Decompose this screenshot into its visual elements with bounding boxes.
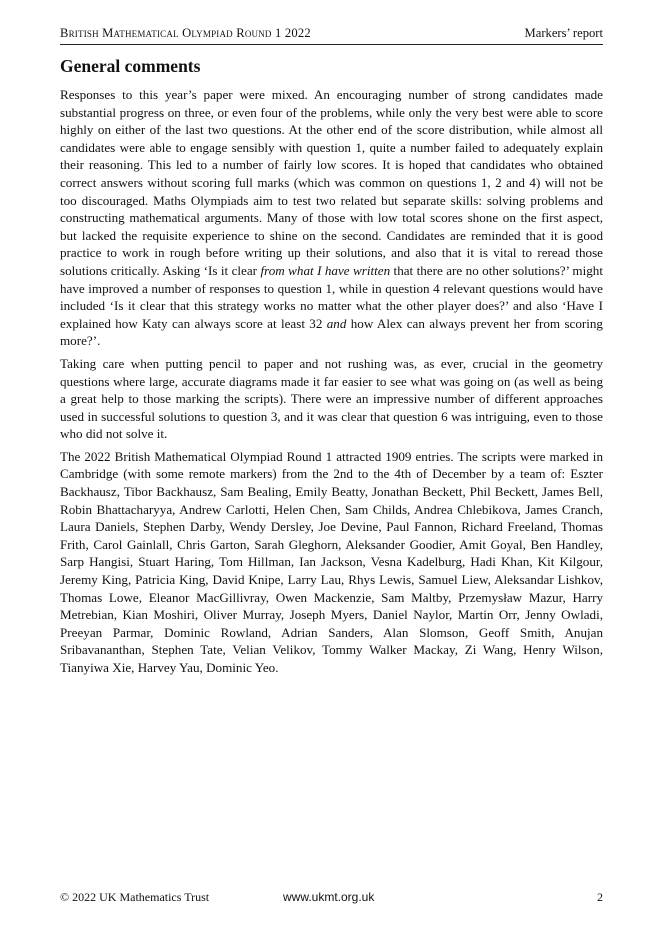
copyright-text: © 2022 UK Mathematics Trust [60, 890, 210, 904]
paragraph-markers: The 2022 British Mathematical Olympiad Round 1 attracted 1909 entries. The scripts were marked in Cambridge (with some remote markers) from the 2nd to the 4th of December by a team of: Eszter Backhausz, Tibor Backhausz, Sam Bealing, Emily Beatty, Jonathan Beckett, Phil Beckett, James Bell, Robin Bhattacharyya, Andrew Carlotti, Helen Chen, Sam Childs, Andrea Chlebikova, James Cranch, Laura Daniels, Stephen Darby, Wendy Dersley, Joe Devine, Paul Fannon, Richard Freeland, Thomas Frith, Carol Gainlall, Chris Garton, Sarah Gleghorn, Aleksander Goodier, Amit Goyal, Ben Handley, Sarp Hangisi, Stuart Haring, Tom Hillman, Ian Jackson, Vesna Kadelburg, Hadi Khan, Kit Kilgour, Jeremy King, Patricia King, David Knipe, Larry Lau, Rhys Lewis, Samuel Liew, Aleksandar Lishkov, Thomas Lowe, Eleanor MacGillivray, Owen Mackenzie, Sam Maltby, Przemysław Mazur, Harry Metrebian, Kian Moshiri, Oliver Murray, Joseph Myers, Daniel Naylor, Martin Orr, Jenny Owladi, Preeyan Parmar, Dominic Rowland, Adrian Sanders, Alan Slomson, Geoff Smith, Anujan Sribavananthan, Stephen Tate, Velian Velikov, Tommy Walker Mackay, Zi Wang, Henry Wilson, Tianyiwa Xie, Harvey Yau, Dominic Yeo. [60, 448, 603, 675]
section-heading: General comments [60, 56, 201, 76]
paragraph-text: how Alex can always prevent her from scoring more?’. [60, 315, 603, 349]
main-content [60, 56, 603, 682]
page-header [60, 26, 603, 45]
page-footer [60, 890, 603, 905]
section-label: Markers’ report [524, 26, 603, 40]
document-title: British Mathematical Olympiad Round 1 2022 [60, 26, 311, 40]
emphasis-text: and [326, 315, 347, 331]
emphasis-text: from what I have written [260, 262, 391, 278]
paragraph-general [60, 86, 603, 350]
website-link[interactable]: www.ukmt.org.uk [283, 890, 375, 904]
page-number: 2 [597, 890, 603, 904]
paragraph-text: that there are no other solutions?’ might have improved a number of responses to question 1, while in question 4 relevant questions would have included ‘Is it clear that this strategy works no matter what the other player does?’ and also ‘Have I explained how Katy can always score at least 32 [60, 262, 603, 331]
paragraph-text: Responses to this year’s paper were mixed. An encouraging number of strong candidates made substantial progress on three, or even four of the problems, while only the very best were able to score highly on either of the last two questions. At the other end of the score distribution, while almost all candidates were able to engage sensibly with question 1, quite a number failed to adequately explain their reasoning. This led to a number of fairly low scores. It is hoped that candidates who obtained correct answers without scoring full marks (which was common on questions 1, 2 and 4) will not be too discouraged. Maths Olympiads aim to test two related but separate skills: solving problems and constructing mathematical arguments. Many of those with low total scores shone on the first aspect, but lacked the requisite experience to shine on the second. Candidates are reminded that it is good practice to work in rough before writing up their solutions, and also that it is vital to reread those solutions critically. Asking ‘Is it clear [60, 87, 603, 278]
paragraph-geometry: Taking care when putting pencil to paper and not rushing was, as ever, crucial in the geometry questions where large, accurate diagrams made it far easier to see what was going on (as well as being a great help to those marking the scripts). There were an impressive number of different approaches used in successful solutions to question 3, and it was clear that question 6 was intriguing, even to those who did not solve it. [60, 355, 603, 442]
